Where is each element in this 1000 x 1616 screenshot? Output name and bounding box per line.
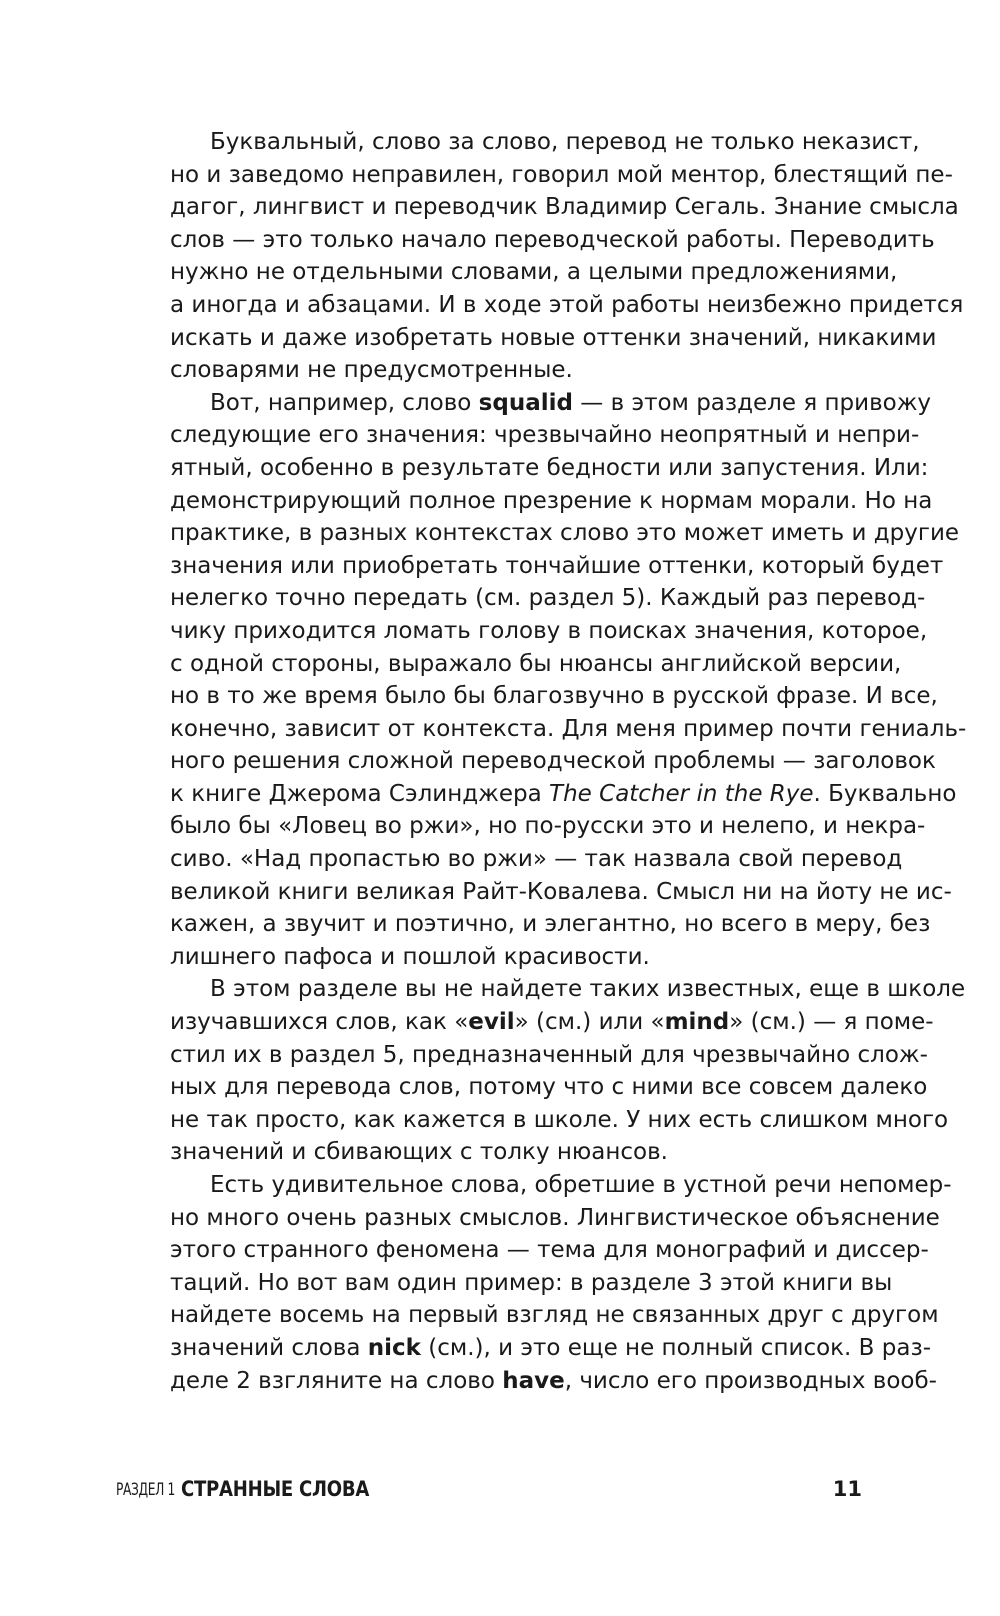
text-line: следующие его значения: чрезвычайно неопрятный и непри- [170,422,920,449]
text-line: ятный, особенно в результате бедности или запустения. Или: [170,454,929,481]
running-head-section-title: СТРАННЫЕ СЛОВА [181,1477,370,1501]
text-line: значений и сбивающих с толку нюансов. [170,1139,668,1166]
text-line: практике, в разных контекстах слово это может иметь и другие [170,520,960,547]
text-line: дагог, лингвист и переводчик Владимир Сегаль. Знание смысла [170,194,959,221]
bold-term: mind [664,1009,730,1036]
text-line: но много очень разных смыслов. Лингвистическое объяснение [170,1204,940,1231]
text-line: нужно не отдельными словами, а целыми предложениями, [170,259,898,286]
text-line: ных для перевода слов, потому что с ними все совсем далеко [170,1074,928,1101]
text-line: но и заведомо неправилен, говорил мой ментор, блестящий пе- [170,161,953,188]
text-line: ного решения сложной переводческой проблемы — заголовок [170,748,936,775]
paragraph [170,1169,952,1397]
text-line: с одной стороны, выражало бы нюансы английской версии, [170,650,902,677]
text-line: деле 2 взгляните на слово have, число его производных вооб- [170,1367,937,1394]
text-line: к книге Джерома Сэлинджера The Catcher in the Rye. Буквально [170,780,957,807]
text-line: кажен, а звучит и поэтично, и элегантно, но всего в меру, без [170,911,931,938]
text-line: искать и даже изобретать новые оттенки значений, никакими [170,324,937,351]
text-line: слов — это только начало переводческой работы. Переводить [170,226,935,253]
text-line: значения или приобретать тончайшие оттенки, который будет [170,552,944,579]
bold-term: have [502,1367,565,1394]
text-line: было бы «Ловец во ржи», но по-русски это и нелепо, и некра- [170,813,926,840]
text-line: а иногда и абзацами. И в ходе этой работы неизбежно придется [170,291,964,318]
text-line: значений слова nick (см.), и это еще не полный список. В раз- [170,1334,931,1361]
running-head-section-label: РАЗДЕЛ 1 [116,1480,175,1500]
paragraph [170,126,964,387]
text-line: Буквальный, слово за слово, перевод не только неказист, [210,129,920,155]
page-number: 11 [832,1477,862,1501]
paragraph [170,973,966,1169]
bold-term: squalid [478,389,573,416]
italic-title: The Catcher in the Rye [549,780,814,807]
text-line: конечно, зависит от контекста. Для меня пример почти гениаль- [170,715,967,742]
bold-term: nick [367,1334,421,1361]
text-line: не так просто, как кажется в школе. У них есть слишком много [170,1106,949,1133]
text-line: таций. Но вот вам один пример: в разделе 3 этой книги вы [170,1269,893,1296]
text-line: изучавшихся слов, как «evil» (см.) или «mind» (см.) — я поме- [170,1009,934,1036]
paragraph [170,387,967,974]
text-line: этого странного феномена — тема для монографий и диссер- [170,1237,929,1264]
text-line: Есть удивительное слова, обретшие в устной речи непомер- [210,1172,952,1198]
text-line: лишнего пафоса и пошлой красивости. [170,943,650,970]
text-line: словарями не предусмотренные. [170,357,573,384]
bold-term: evil [468,1009,515,1036]
text-line: демонстрирующий полное презрение к нормам морали. Но на [170,487,933,514]
text-line: найдете восемь на первый взгляд не связанных друг с другом [170,1302,939,1329]
text-line: нелегко точно передать (см. раздел 5). Каждый раз перевод- [170,585,926,612]
body-text [170,126,967,1397]
text-line: великой книги великая Райт-Ковалева. Смысл ни на йоту не ис- [170,878,952,905]
text-line: но в то же время было бы благозвучно в русской фразе. И все, [170,683,938,710]
text-line: стил их в раздел 5, предназначенный для чрезвычайно слож- [170,1041,928,1068]
text-line: сиво. «Над пропастью во ржи» — так назвала свой перевод [170,846,903,873]
text-line: Вот, например, слово squalid — в этом разделе я привожу [210,389,932,416]
text-line: В этом разделе вы не найдете таких известных, еще в школе [210,976,966,1003]
page-footer [116,1474,862,1508]
text-line: чику приходится ломать голову в поисках значения, которое, [170,617,928,644]
